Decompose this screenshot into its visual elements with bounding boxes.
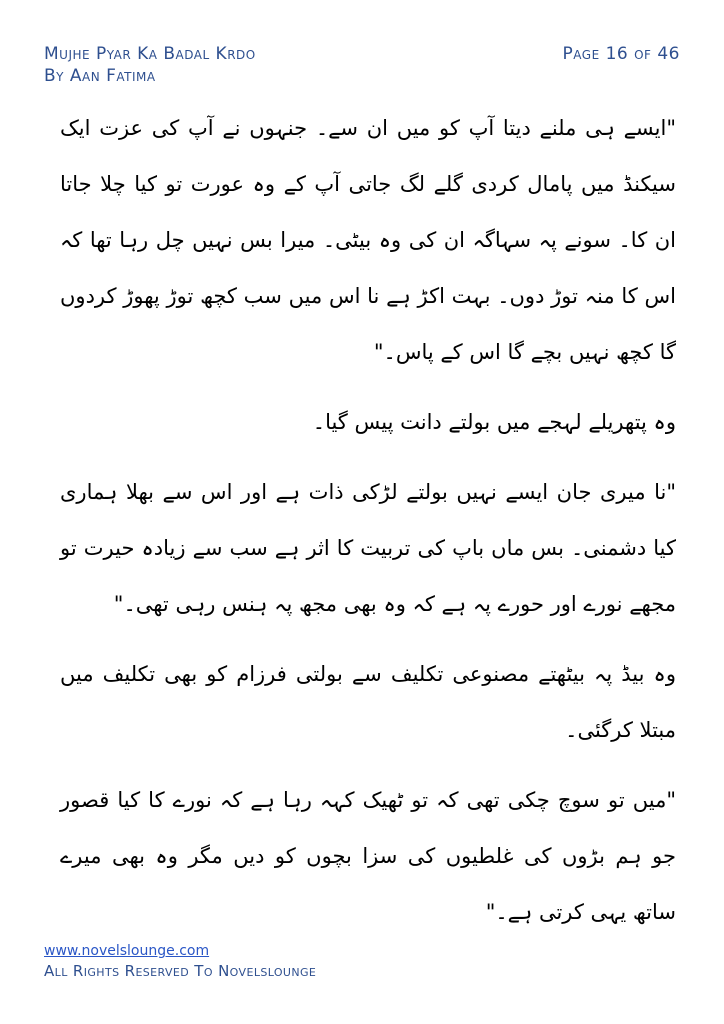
header-author-name: By Aan Fatima xyxy=(44,66,156,86)
story-content xyxy=(60,100,676,954)
story-paragraph-2: وہ پتھریلے لہجے میں بولتے دانت پیس گیا۔ xyxy=(312,410,676,434)
story-paragraph-3: "نا میری جان ایسے نہیں بولتے لڑکی ذات ہے اور اس سے بھلا ہماری کیا دشمنی۔ بس ماں باپ کی تربیت کا اثر ہے سب سے زیادہ حیرت تو مجھے نورے اور حورے پہ ہے کہ وہ بھی مجھ پہ ہنس رہی تھی۔" xyxy=(60,480,676,616)
footer-website-link[interactable]: www.novelslounge.com xyxy=(44,943,210,959)
header-novel-title: Mujhe Pyar Ka Badal Krdo xyxy=(44,44,256,64)
header-page-number: Page 16 of 46 xyxy=(562,44,680,64)
story-paragraph-1: "ایسے ہی ملنے دیتا آپ کو میں ان سے۔ جنہوں نے آپ کی عزت ایک سیکنڈ میں پامال کردی گلے لگ جاتی آپ کے وہ عورت تو کیا چلا جاتا ان کا۔ سونے پہ سہاگہ ان کی وہ بیٹی۔ میرا بس نہیں چل رہا تھا کہ اس کا منہ توڑ دوں۔ بہت اکڑ ہے نا اس میں سب کچھ توڑ پھوڑ کردوں گا کچھ نہیں بچے گا اس کے پاس۔" xyxy=(60,116,676,364)
story-paragraph-4: وہ بیڈ پہ بیٹھتے مصنوعی تکلیف سے بولتی فرزام کو بھی تکلیف میں مبتلا کرگئی۔ xyxy=(60,662,676,742)
footer-rights-notice: All Rights Reserved To Novelslounge xyxy=(44,962,317,980)
story-paragraph-5: "میں تو سوچ چکی تھی کہ تو ٹھیک کہہ رہا ہے کہ نورے کا کیا قصور جو ہم بڑوں کی غلطیوں کی سزا بچوں کو دیں مگر وہ بھی میرے ساتھ یہی کرتی ہے۔" xyxy=(60,788,676,924)
